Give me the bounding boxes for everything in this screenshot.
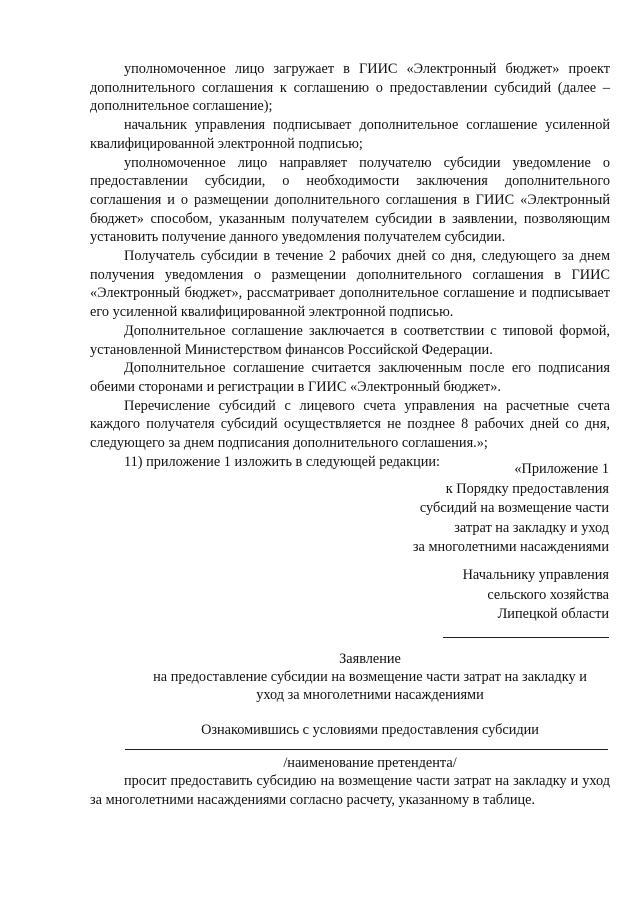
appendix-header <box>309 460 609 558</box>
paragraph: Дополнительное соглашение заключается в соответствии с типовой формой, установленной Министерством финансов Российской Федерации. <box>90 322 610 358</box>
statement-request: просит предоставить субсидию на возмещение части затрат на закладку и уход за многолетними насаждениями согласно расчету, указанному в таблице. <box>90 773 610 808</box>
appendix-line: «Приложение 1 <box>514 461 609 477</box>
addressee-block <box>309 566 609 644</box>
paragraph: уполномоченное лицо направляет получателю субсидии уведомление о предоставлении субсидии, о необходимости заключения дополнительного соглашения и о размещении дополнительного соглашения в ГИИС «Электронный бюджет» способом, указанным получателем субсидии в заявлении, позволяющим установить получение данного уведомления получателем субсидии. <box>90 154 610 246</box>
appendix-line: субсидий на возмещение части <box>419 500 609 517</box>
appendix-line: за многолетними насаждениями <box>412 539 609 556</box>
statement-subtitle: уход за многолетними насаждениями <box>256 687 484 703</box>
appendix-line: к Порядку предоставления <box>445 480 609 497</box>
appendix-line: затрат на закладку и уход <box>454 519 609 536</box>
paragraph: 11) приложение 1 изложить в следующей редакции: <box>124 453 440 470</box>
paragraph: Перечисление субсидий с лицевого счета управления на расчетные счета каждого получателя субсидий осуществляется не позднее 8 рабочих дней со дня, следующего за днем подписания дополнительного соглашения.»; <box>90 397 610 452</box>
paragraph: Получатель субсидии в течение 2 рабочих дней со дня, следующего за днем получения уведомления о размещении дополнительного соглашения в ГИИС «Электронный бюджет», рассматривает дополнительное соглашение и подписывает его усиленной квалифицированной электронной подписью. <box>90 248 610 321</box>
body-text <box>90 60 610 471</box>
addressee-line: сельского хозяйства <box>487 586 609 603</box>
applicant-name-line <box>125 749 608 750</box>
applicant-caption: /наименование претендента/ <box>283 755 457 771</box>
statement-title: Заявление <box>339 651 401 667</box>
paragraph: начальник управления подписывает дополнительное соглашение усиленной квалифицированной электронной подписью; <box>90 117 610 152</box>
statement-subtitle: на предоставление субсидии на возмещение части затрат на закладку и <box>153 669 587 685</box>
addressee-line: Липецкой области <box>497 606 609 623</box>
addressee-line: Начальнику управления <box>462 567 609 583</box>
signature-rule <box>443 636 609 638</box>
paragraph: Дополнительное соглашение считается заключенным после его подписания обеими сторонами и регистрации в ГИИС «Электронный бюджет». <box>90 360 610 395</box>
statement-intro: Ознакомившись с условиями предоставления субсидии <box>201 722 539 738</box>
paragraph: уполномоченное лицо загружает в ГИИС «Электронный бюджет» проект дополнительного соглашения к соглашению о предоставлении субсидий (далее – дополнительное соглашение); <box>90 61 610 115</box>
